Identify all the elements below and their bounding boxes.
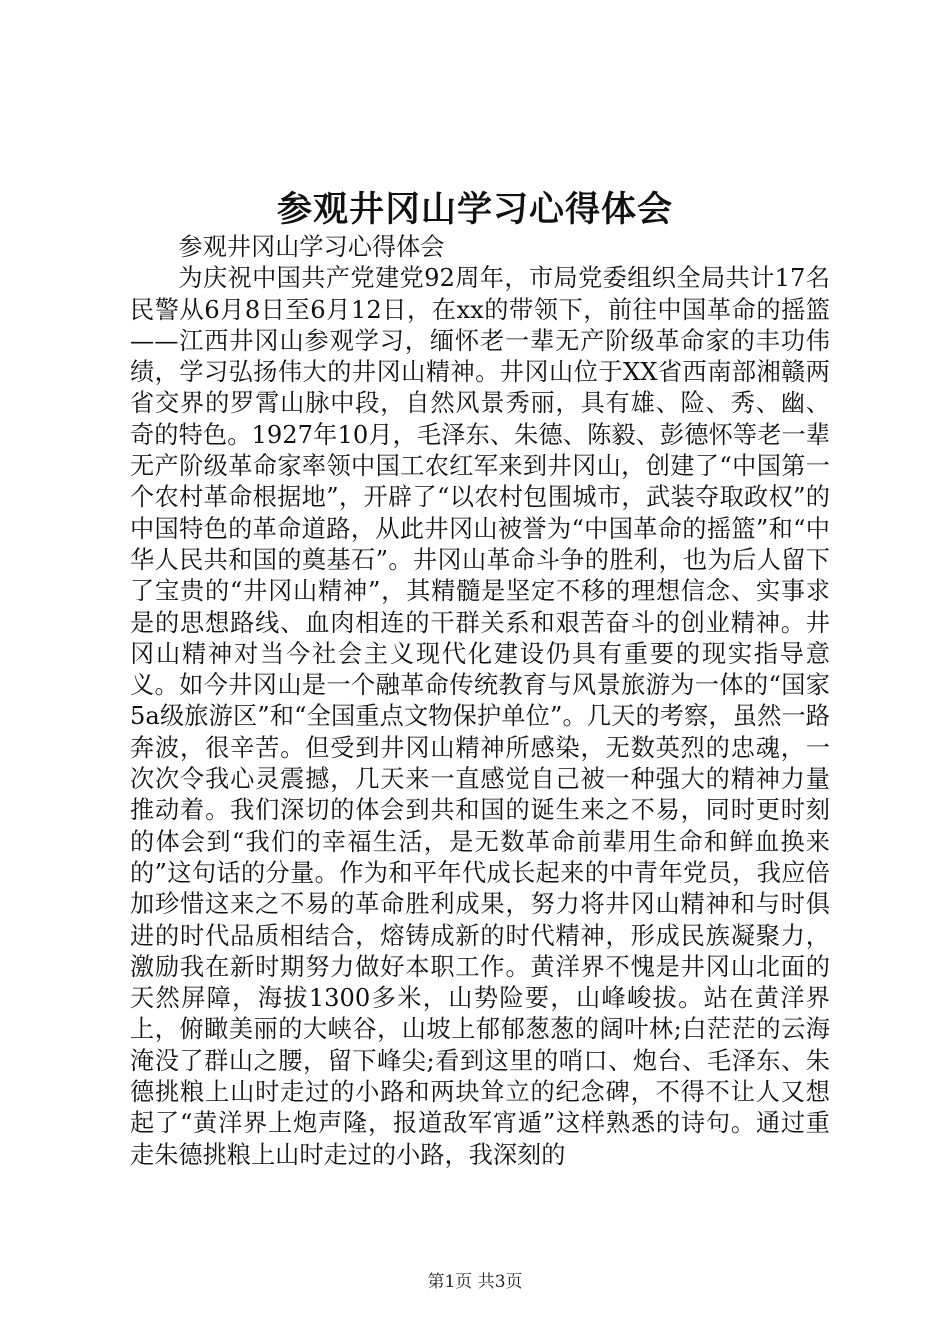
document-body xyxy=(130,232,830,1171)
page-number: 第1页 共3页 xyxy=(427,1272,523,1292)
body-paragraph: 为庆祝中国共产党建党92周年，市局党委组织全局共计17名民警从6月8日至6月12日，在xx的带领下，前往中国革命的摇篮——江西井冈山参观学习，缅怀老一辈无产阶级革命家的丰功伟绩，学习弘扬伟大的井冈山精神。井冈山位于XX省西南部湘赣两省交界的罗霄山脉中段，自然风景秀丽，具有雄、险、秀、幽、奇的特色。1927年10月，毛泽东、朱德、陈毅、彭德怀等老一辈无产阶级革命家率领中国工农红军来到井冈山，创建了“中国第一个农村革命根据地”，开辟了“以农村包围城市，武装夺取政权”的中国特色的革命道路，从此井冈山被誉为“中国革命的摇篮”和“中华人民共和国的奠基石”。井冈山革命斗争的胜利，也为后人留下了宝贵的“井冈山精神”，其精髓是坚定不移的理想信念、实事求是的思想路线、血肉相连的干群关系和艰苦奋斗的创业精神。井冈山精神对当今社会主义现代化建设仍具有重要的现实指导意义。如今井冈山是一个融革命传统教育与风景旅游为一体的“国家5a级旅游区”和“全国重点文物保护单位”。几天的考察，虽然一路奔波，很辛苦。但受到井冈山精神所感染，无数英烈的忠魂，一次次令我心灵震撼，几天来一直感觉自己被一种强大的精神力量推动着。我们深切的体会到共和国的诞生来之不易，同时更时刻的体会到“我们的幸福生活，是无数革命前辈用生命和鲜血换来的”这句话的分量。作为和平年代成长起来的中青年党员，我应倍加珍惜这来之不易的革命胜利成果，努力将井冈山精神和与时俱进的时代品质相结合，熔铸成新的时代精神，形成民族凝聚力，激励我在新时期努力做好本职工作。黄洋界不愧是井冈山北面的天然屏障，海拔1300多米，山势险要，山峰峻拔。站在黄洋界上，俯瞰美丽的大峡谷，山坡上郁郁葱葱的阔叶林;白茫茫的云海淹没了群山之腰，留下峰尖;看到这里的哨口、炮台、毛泽东、朱德挑粮上山时走过的小路和两块耸立的纪念碑，不得不让人又想起了“黄洋界上炮声隆，报道敌军宵遁”这样熟悉的诗句。通过重走朱德挑粮上山时走过的小路，我深刻的 xyxy=(130,264,830,1169)
document-title: 参观井冈山学习心得体会 xyxy=(276,189,673,230)
document-subtitle: 参观井冈山学习心得体会 xyxy=(178,233,445,261)
